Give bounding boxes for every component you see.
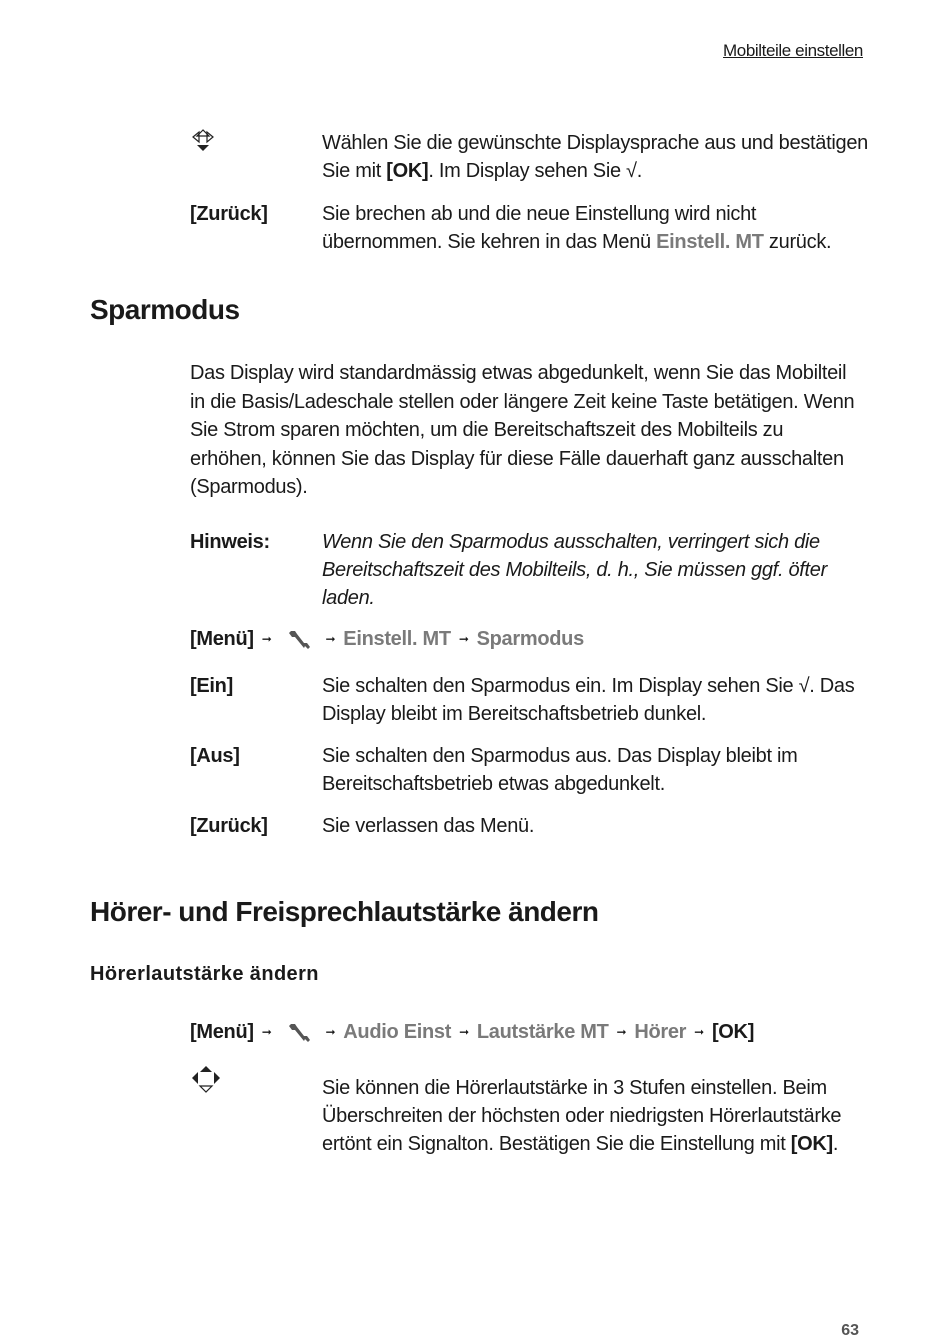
menu-item-einstell-mt: Einstell. MT [343,628,451,650]
ein-key-label: [Ein] [190,675,233,697]
language-select-text: Wählen Sie die gewünschte Displaysprache aus und bestätigen Sie mit [OK]. Im Display sehen Sie √. [322,132,868,182]
arrow-right-icon: ➞ [325,1025,336,1039]
menu-item-lautstaerke-mt: Lautstärke MT [476,1021,609,1043]
arrow-right-icon: ➞ [261,632,272,646]
menu-key-label: [Menü] [190,1021,254,1043]
arrow-right-icon: ➞ [325,632,336,646]
volume-adjust-row [190,1068,870,1164]
hint-label: Hinweis: [190,531,270,553]
aus-key-label: [Aus] [190,745,240,767]
wrench-icon [286,1020,312,1044]
zurueck-row [190,812,870,842]
subheading-hoerer: Hörerlautstärke ändern [90,963,319,985]
navigation-key-icon [190,1064,224,1098]
arrow-right-icon: ➞ [694,1025,704,1039]
zurueck-description: Sie verlassen das Menü. [322,815,535,837]
menu-term: Einstell. MT [656,231,764,253]
volume-adjust-text: Sie können die Hörerlautstärke in 3 Stufen einstellen. Beim Überschreiten der höchsten oder niedrigsten Hörerlautstärke ertönt ein Signalton. Bestätigen Sie die Einstellung mit [OK]. [322,1077,842,1155]
back-row [190,200,870,260]
wrench-icon [286,627,312,651]
running-header: Mobilteile einstellen [723,41,863,60]
ein-description: Sie schalten den Sparmodus ein. Im Display sehen Sie √. Das Display bleibt im Bereitschaftsbetrieb dunkel. [322,675,855,725]
hint-text: Wenn Sie den Sparmodus ausschalten, verringert sich die Bereitschaftszeit des Mobilteils, d. h., Sie müssen ggf. öfter laden. [322,531,827,609]
arrow-right-icon: ➞ [616,1025,627,1039]
arrow-right-icon: ➞ [458,632,469,646]
ein-row [190,672,870,732]
aus-row [190,742,870,802]
menu-key-label: [Menü] [190,628,254,650]
menu-path-volume [190,1018,754,1046]
ok-key-label: [OK] [790,1133,833,1155]
back-key-label: [Zurück] [190,203,268,225]
aus-description: Sie schalten den Sparmodus aus. Das Display bleibt im Bereitschaftsbetrieb etwas abgedunkelt. [322,745,798,795]
ok-key-label: [OK] [386,160,429,182]
ok-key-label: [OK] [711,1021,755,1043]
sparmodus-paragraph: Das Display wird standardmässig etwas abgedunkelt, wenn Sie das Mobilteil in die Basis/Ladeschale stellen oder längere Zeit keine Taste betätigen. Wenn Sie Strom sparen möchten, um die Bereitschaftszeit des Mobilteils zu erhöhen, können Sie das Display für diese Fälle dauerhaft ganz ausschalten (Sparmodus). [190,362,855,499]
arrow-right-icon: ➞ [261,1025,272,1039]
zurueck-key-label: [Zurück] [190,815,268,837]
back-description: Sie brechen ab und die neue Einstellung wird nicht übernommen. Sie kehren in das Menü Einstell. MT zurück. [322,203,832,253]
section-heading-volume: Hörer- und Freisprechlautstärke ändern [90,896,599,927]
menu-item-hoerer: Hörer [634,1021,687,1043]
arrow-right-icon: ➞ [459,1025,469,1039]
section-heading-sparmodus: Sparmodus [90,294,240,325]
hint-row [190,528,870,614]
menu-item-audio-einst: Audio Einst [343,1021,452,1043]
menu-item-sparmodus: Sparmodus [476,628,584,650]
navigation-key-icon [190,129,220,159]
menu-path-sparmodus [190,625,584,653]
page-number: 63 [841,1322,859,1339]
language-select-row [190,129,870,189]
